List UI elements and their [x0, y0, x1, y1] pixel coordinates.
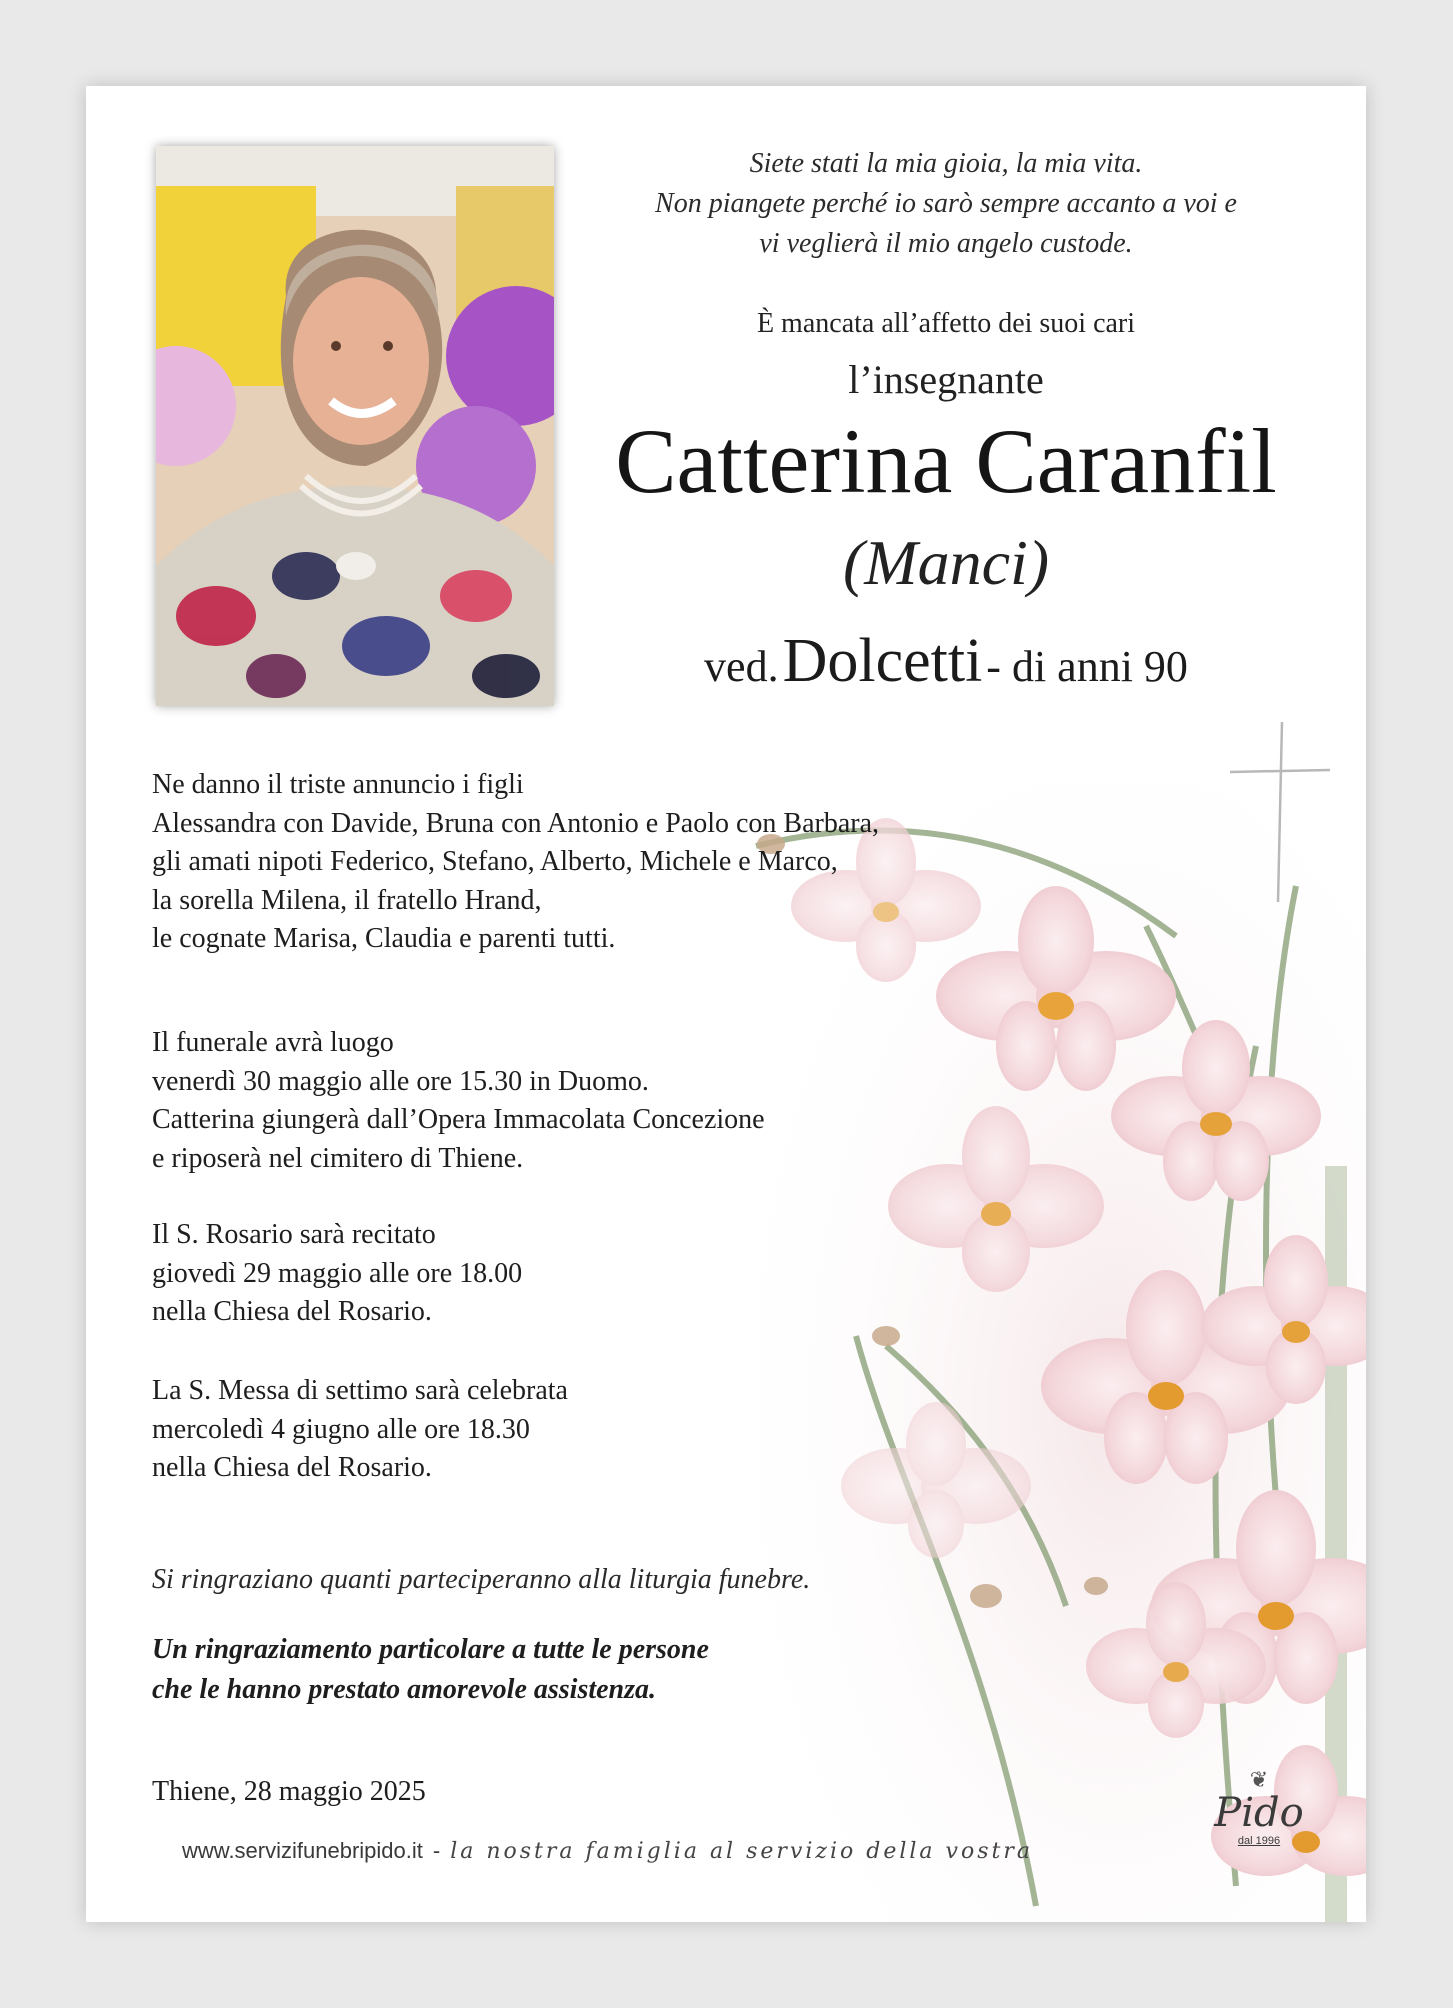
rosary-block — [152, 1216, 522, 1332]
website-link[interactable]: www.servizifunebripido.it — [182, 1838, 423, 1863]
announcement-line: gli amati nipoti Federico, Stefano, Alberto, Michele e Marco, — [152, 846, 838, 877]
widow-surname: Dolcetti — [782, 627, 983, 695]
thanks-special-line: Un ringraziamento particolare a tutte le persone — [152, 1634, 709, 1665]
logo-brand: Pido — [1214, 1790, 1304, 1836]
deceased-role: l’insegnante — [848, 357, 1044, 402]
footer — [182, 1838, 1033, 1864]
widow-prefix: ved. — [704, 642, 779, 691]
wreath-icon: ❦ — [1249, 1768, 1269, 1793]
deceased-name: Catterina Caranfil — [615, 410, 1277, 512]
thanks-special-line: che le hanno prestato amorevole assistenza. — [152, 1674, 657, 1705]
funeral-line: venerdì 30 maggio alle ore 15.30 in Duomo. — [152, 1065, 649, 1097]
verse-line: Siete stati la mia gioia, la mia vita. — [749, 148, 1143, 179]
cross-icon — [1230, 722, 1330, 902]
widow-line — [586, 626, 1306, 697]
announcement-line: Alessandra con Davide, Bruna con Antonio e Paolo con Barbara, — [152, 807, 880, 839]
announcement-line: le cognate Marisa, Claudia e parenti tutti. — [152, 923, 616, 954]
portrait-photo — [156, 146, 554, 706]
funeral-line: e riposerà nel cimitero di Thiene. — [152, 1142, 524, 1174]
mass-line: La S. Messa di settimo sarà celebrata — [152, 1375, 568, 1406]
pido-logo — [1214, 1768, 1304, 1847]
verse — [586, 144, 1306, 264]
logo-since: dal 1996 — [1237, 1835, 1281, 1847]
mass-block — [152, 1372, 568, 1488]
age: - di anni 90 — [986, 642, 1188, 691]
footer-separator: - — [432, 1838, 441, 1863]
announcement-block — [152, 766, 879, 959]
deceased-nickname: (Manci) — [842, 527, 1050, 598]
funeral-line: Il funerale avrà luogo — [152, 1027, 394, 1058]
verse-line: vi veglierà il mio angelo custode. — [759, 228, 1133, 259]
mass-line: mercoledì 4 giugno alle ore 18.30 — [152, 1413, 530, 1445]
announcement-line: la sorella Milena, il fratello Hrand, — [152, 884, 542, 916]
thanks-special — [152, 1630, 709, 1710]
announcement-line: Ne danno il triste annuncio i figli — [152, 769, 524, 800]
funeral-line: Catterina giungerà dall’Opera Immacolata Concezione — [152, 1104, 765, 1135]
verse-line: Non piangete perché io sarò sempre accanto a voi e — [655, 188, 1237, 219]
thanks-general: Si ringraziano quanti parteciperanno alla liturgia funebre. — [152, 1564, 811, 1595]
rosary-line: nella Chiesa del Rosario. — [152, 1296, 432, 1327]
funeral-block — [152, 1024, 765, 1178]
rosary-line: Il S. Rosario sarà recitato — [152, 1219, 436, 1250]
footer-motto: la nostra famiglia al servizio della vostra — [450, 1839, 1033, 1864]
rosary-line: giovedì 29 maggio alle ore 18.00 — [152, 1257, 523, 1289]
mass-line: nella Chiesa del Rosario. — [152, 1452, 432, 1483]
intro-text: È mancata all’affetto dei suoi cari — [756, 308, 1136, 339]
obituary-sheet — [86, 86, 1366, 1922]
dateline: Thiene, 28 maggio 2025 — [152, 1776, 426, 1807]
